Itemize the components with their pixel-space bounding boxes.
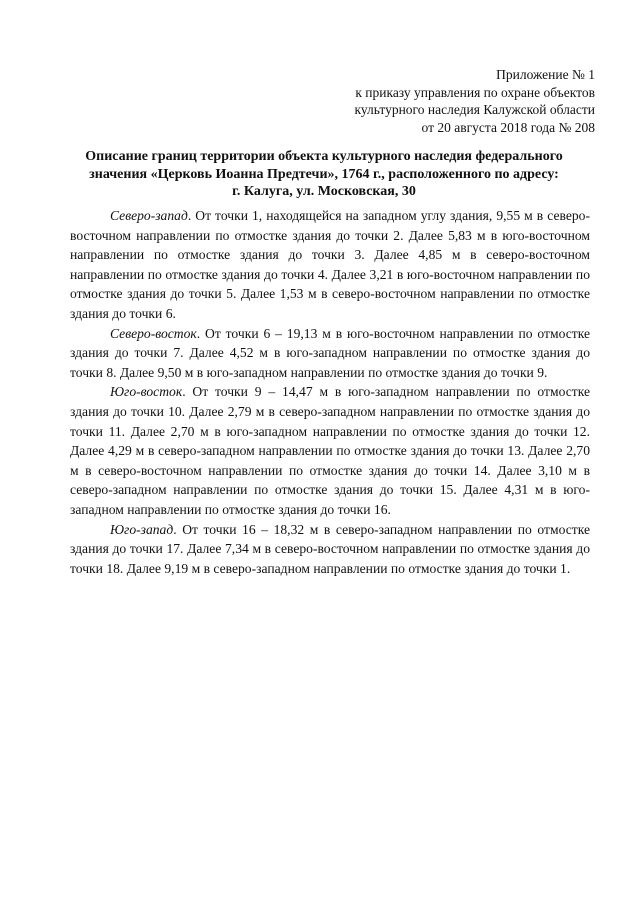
paragraph-northwest [70, 206, 590, 324]
direction-label: Северо-запад [110, 208, 188, 223]
paragraph-text: . От точки 6 – 19,13 м в юго-восточном направлении по отмостке здания до точки 7. Далее 4,52 м в юго-западном направлении по отмостке здания до точки 8. Далее 9,50 м в юго-западном направлении по отмостке здания до точки 9. [70, 325, 590, 380]
title-line-1: Описание границ территории объекта культурного наследия федерального [85, 149, 563, 164]
direction-label: Северо-восток [110, 325, 197, 341]
paragraph-southeast [70, 382, 590, 519]
paragraph-northeast [70, 324, 590, 383]
appendix-authority-line: культурного наследия Калужской области [354, 102, 595, 117]
title-line-3: г. Калуга, ул. Московская, 30 [232, 184, 416, 199]
title-line-2: значения «Церковь Иоанна Предтечи», 1764 г., расположенного по адресу: [89, 166, 559, 182]
appendix-number: Приложение № 1 [496, 67, 595, 82]
appendix-date-line: от 20 августа 2018 года № 208 [421, 119, 595, 135]
boundary-description [70, 206, 590, 578]
direction-label: Юго-восток [110, 384, 183, 400]
paragraph-text: . От точки 9 – 14,47 м в юго-западном направлении по отмостке здания до точки 10. Далее 2,79 м в северо-западном направлении по отмостке здания до точки 11. Далее 2,70 м в юго-западном направлении по отмостке здания до точки 12. Далее 4,29 м в северо-западном направлении по отмостке здания до точки 13. Далее 2,70 м в северо-восточном направлении по отмостке здания до точки 14. Далее 3,10 м в северо-западном направлении по отмостке здания до точки 15. Далее 4,31 м в юго-западном направлении по отмостке здания до точки 16. [70, 384, 590, 517]
appendix-header [354, 66, 595, 136]
document-title [60, 148, 588, 201]
paragraph-text: . От точки 1, находящейся на западном углу здания, 9,55 м в северо-восточном направлении по отмостке здания до точки 2. Далее 5,83 м в юго-восточном направлении по отмостке здания до точки 3. Далее 4,85 м в северо-восточном направлении по отмостке здания до точки 4. Далее 3,21 в юго-восточном направлении по отмостке здания до точки 5. Далее 1,53 м в северо-восточном направлении по отмостке здания до точки 6. [70, 208, 590, 321]
paragraph-text: . От точки 16 – 18,32 м в северо-западном направлении по отмостке здания до точки 17. Далее 7,34 м в северо-восточном направлении по отмостке здания до точки 18. Далее 9,19 м в северо-западном направлении по отмостке здания до точки 1. [70, 521, 590, 576]
appendix-order-line: к приказу управления по охране объектов [355, 84, 595, 100]
direction-label: Юго-запад [110, 521, 174, 537]
paragraph-southwest [70, 520, 590, 579]
